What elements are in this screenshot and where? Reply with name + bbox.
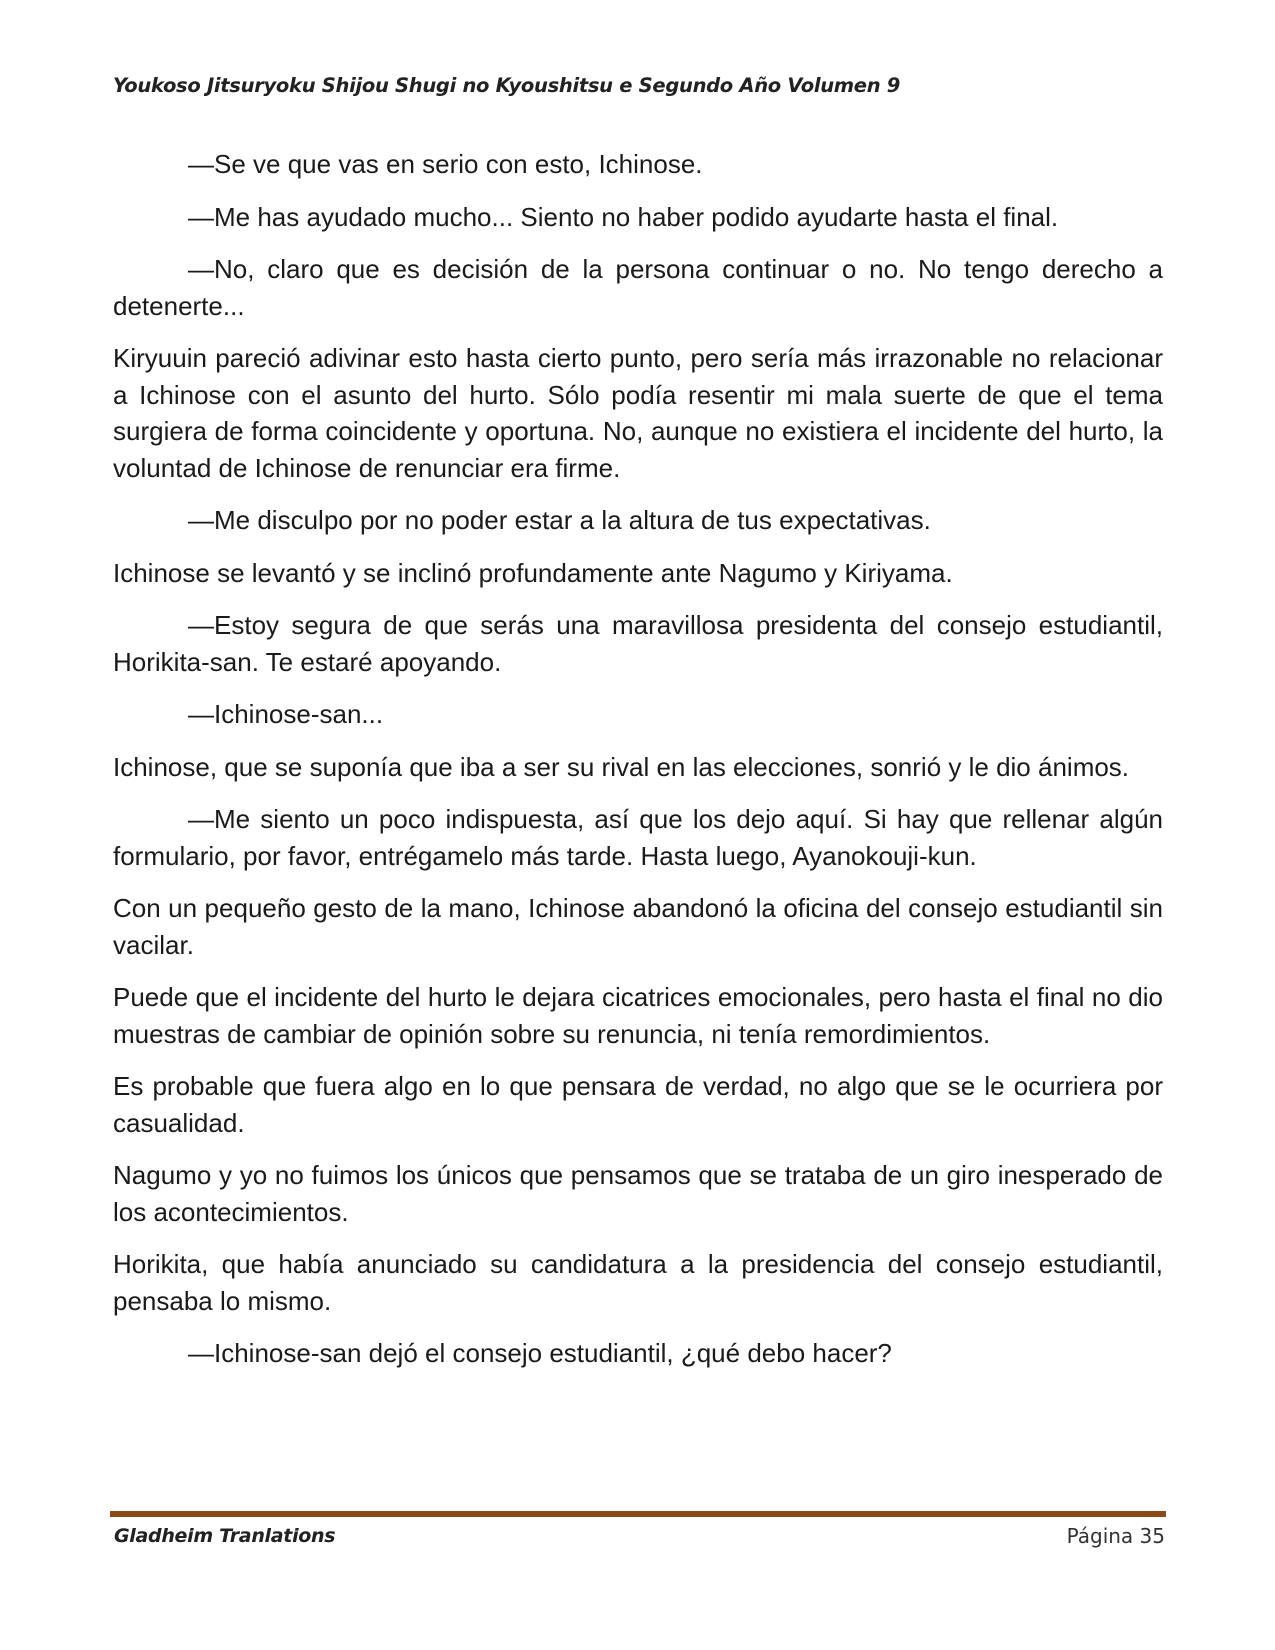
paragraph-dialogue: —No, claro que es decisión de la persona continuar o no. No tengo derecho a detenerte... (113, 254, 1163, 321)
footer-divider (110, 1511, 1166, 1517)
paragraph-dialogue: —Me disculpo por no poder estar a la altura de tus expectativas. (188, 505, 931, 535)
page-header-title: Youkoso Jitsuryoku Shijou Shugi no Kyoushitsu e Segundo Año Volumen 9 (113, 74, 901, 97)
paragraph-narration: Es probable que fuera algo en lo que pensara de verdad, no algo que se le ocurriera por casualidad. (113, 1071, 1163, 1138)
paragraph-dialogue: —Estoy segura de que serás una maravillosa presidenta del consejo estudiantil, Horikita-san. Te estaré apoyando. (113, 610, 1163, 677)
paragraph-narration: Horikita, que había anunciado su candidatura a la presidencia del consejo estudiantil, pensaba lo mismo. (113, 1249, 1163, 1316)
page-label: Página (1066, 1524, 1134, 1548)
paragraph-dialogue: —Me has ayudado mucho... Siento no haber podido ayudarte hasta el final. (188, 201, 1059, 232)
paragraph-narration: Ichinose, que se suponía que iba a ser su rival en las elecciones, sonrió y le dio ánimos. (113, 751, 1130, 782)
paragraph-narration: Puede que el incidente del hurto le dejara cicatrices emocionales, pero hasta el final no dio muestras de cambiar de opinión sobre su renuncia, ni tenía remordimientos. (113, 982, 1163, 1049)
footer-credit: Gladheim Tranlations (114, 1525, 336, 1547)
body-text (113, 146, 1163, 1388)
paragraph-dialogue: —Ichinose-san dejó el consejo estudiantil, ¿qué debo hacer? (188, 1338, 892, 1368)
paragraph-narration: Nagumo y yo no fuimos los únicos que pensamos que se trataba de un giro inesperado de los acontecimientos. (113, 1160, 1163, 1227)
paragraph-narration: Kiryuuin pareció adivinar esto hasta cierto punto, pero sería más irrazonable no relacionar a Ichinose con el asunto del hurto. Sólo podía resentir mi mala suerte de que el tema surgiera de forma coincidente y oportuna. No, aunque no existiera el incidente del hurto, la voluntad de Ichinose de renunciar era firme. (113, 343, 1163, 483)
paragraph-narration: Con un pequeño gesto de la mano, Ichinose abandonó la oficina del consejo estudiantil sin vacilar. (113, 893, 1163, 960)
paragraph-dialogue: —Me siento un poco indispuesta, así que los dejo aquí. Si hay que rellenar algún formulario, por favor, entrégamelo más tarde. Hasta luego, Ayanokouji-kun. (113, 804, 1163, 871)
paragraph-dialogue: —Se ve que vas en serio con esto, Ichinose. (188, 149, 703, 179)
paragraph-dialogue: —Ichinose-san... (188, 699, 384, 729)
page-number-label (1067, 1524, 1165, 1548)
paragraph-narration: Ichinose se levantó y se inclinó profundamente ante Nagumo y Kiriyama. (113, 557, 953, 588)
page-number: 35 (1139, 1524, 1165, 1548)
